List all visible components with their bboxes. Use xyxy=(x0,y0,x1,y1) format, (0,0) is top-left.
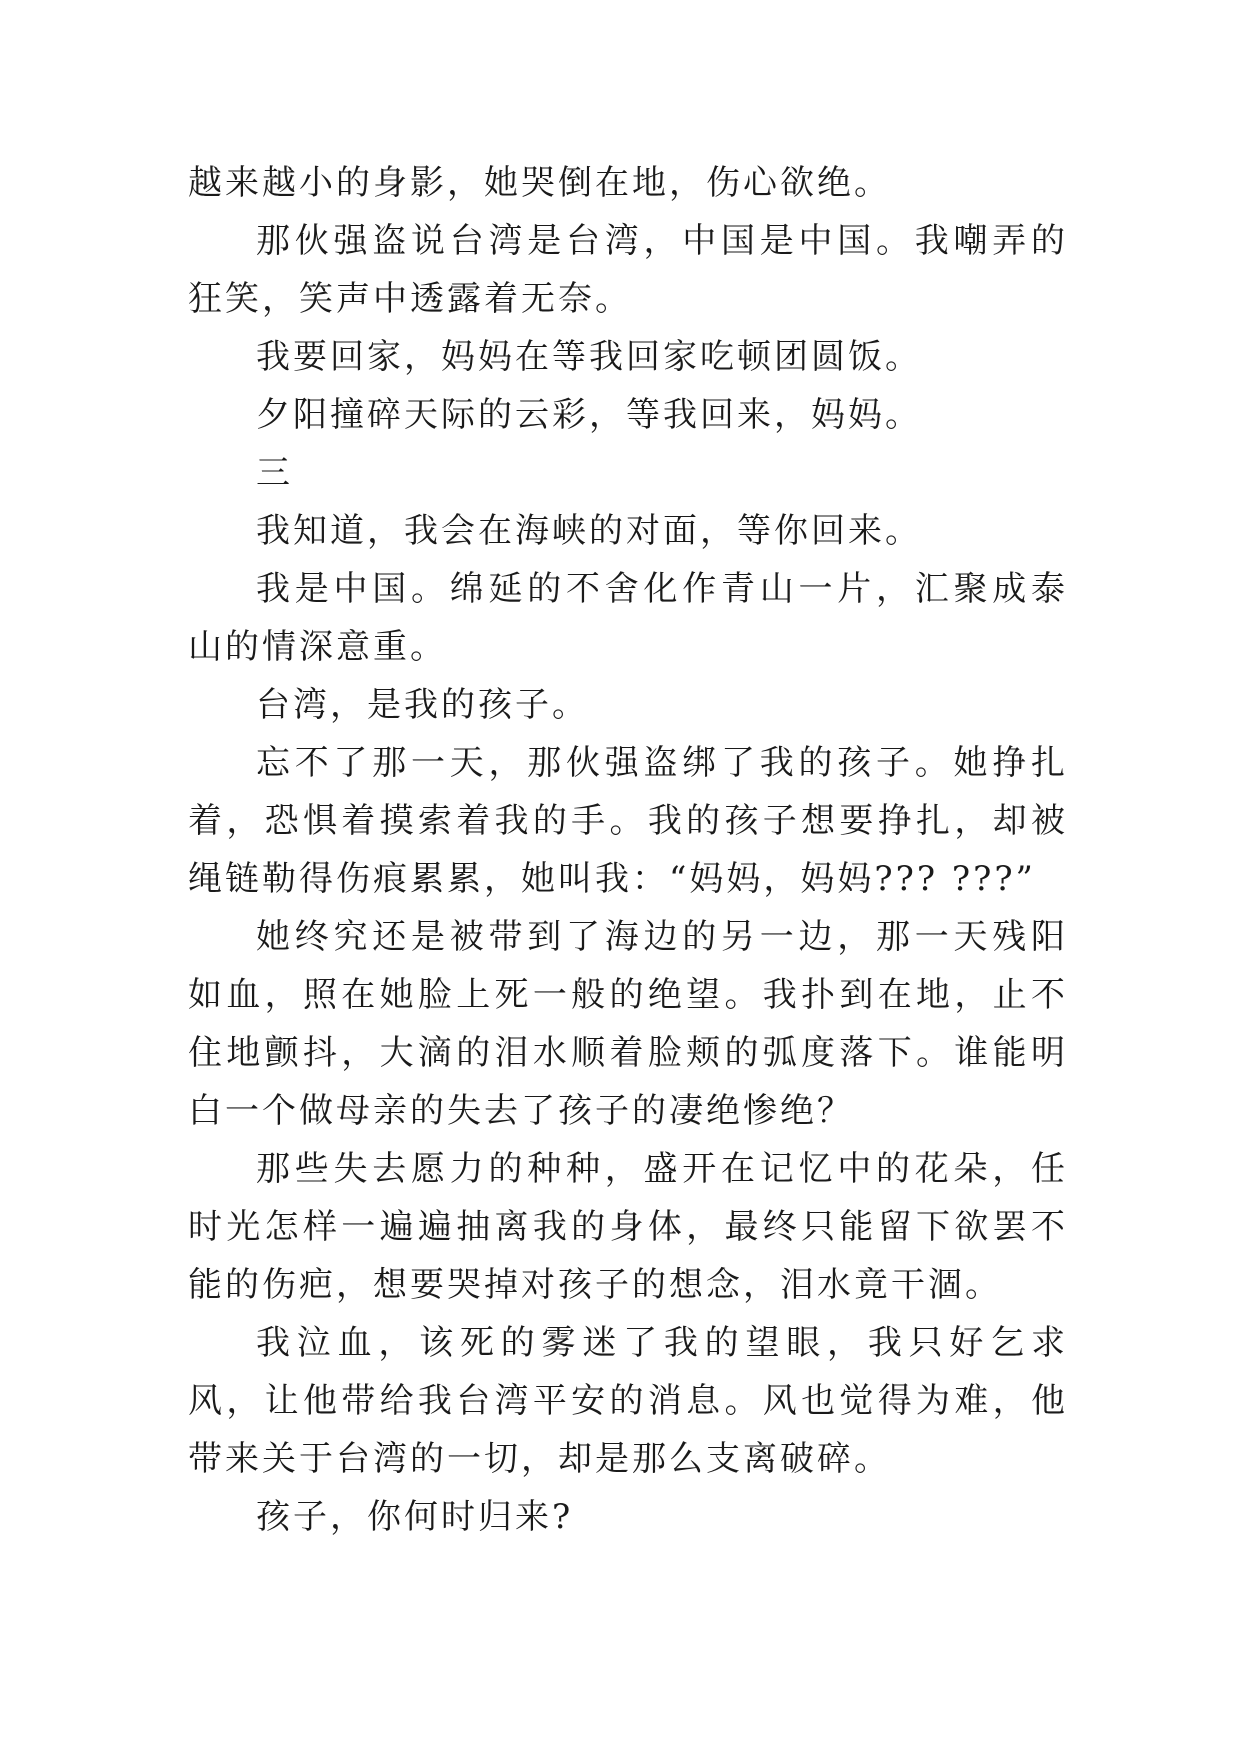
paragraph: 我知道，我会在海峡的对面，等你回来。 xyxy=(256,511,922,551)
paragraph: 我是中国。绵延的不舍化作青山一片，汇聚成泰山的情深意重。 xyxy=(188,569,1068,667)
paragraph: 我要回家，妈妈在等我回家吃顿团圆饭。 xyxy=(256,337,922,377)
paragraph: 她终究还是被带到了海边的另一边，那一天残阳如血，照在她脸上死一般的绝望。我扑到在地，止不住地颤抖，大滴的泪水顺着脸颊的弧度落下。谁能明白一个做母亲的失去了孩子的凄绝惨绝？ xyxy=(188,917,1068,1131)
paragraph: 我泣血，该死的雾迷了我的望眼，我只好乞求风，让他带给我台湾平安的消息。风也觉得为难，他带来关于台湾的一切，却是那么支离破碎。 xyxy=(188,1323,1068,1479)
paragraph: 夕阳撞碎天际的云彩，等我回来，妈妈。 xyxy=(256,395,922,435)
paragraph: 忘不了那一天，那伙强盗绑了我的孩子。她挣扎着，恐惧着摸索着我的手。我的孩子想要挣扎，却被绳链勒得伤痕累累，她叫我：“妈妈，妈妈??? ???” xyxy=(188,743,1068,899)
paragraph: 台湾，是我的孩子。 xyxy=(256,685,589,725)
paragraph: 越来越小的身影，她哭倒在地，伤心欲绝。 xyxy=(188,163,891,203)
paragraph: 那伙强盗说台湾是台湾，中国是中国。我嘲弄的狂笑，笑声中透露着无奈。 xyxy=(188,221,1068,319)
section-heading: 三 xyxy=(256,453,293,493)
paragraph: 孩子，你何时归来? xyxy=(256,1497,574,1537)
paragraph: 那些失去愿力的种种，盛开在记忆中的花朵，任时光怎样一遍遍抽离我的身体，最终只能留下欲罢不能的伤疤，想要哭掉对孩子的想念，泪水竟干涸。 xyxy=(188,1149,1068,1305)
document-body xyxy=(188,154,1068,1546)
